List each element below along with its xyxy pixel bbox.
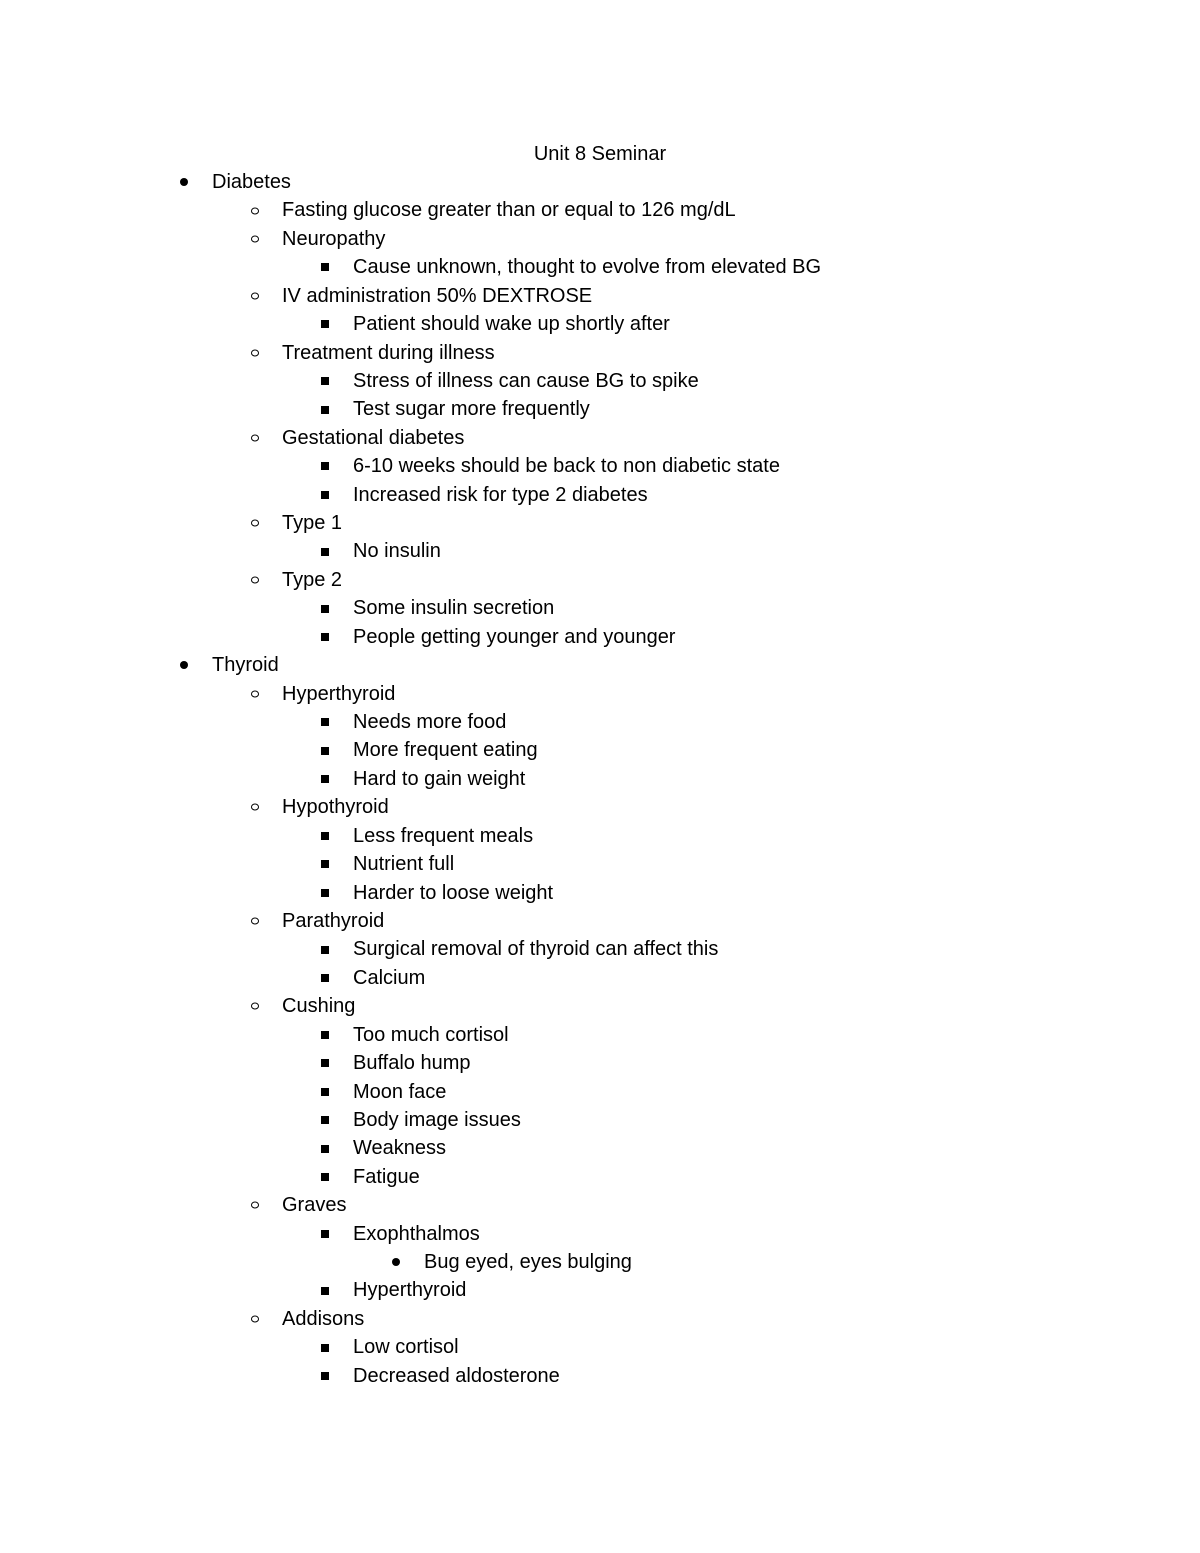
list-item [0,680,1200,708]
square-bullet-icon [315,452,335,480]
square-bullet-icon [315,310,335,338]
list-item-text: Graves [282,1194,347,1217]
list-item-text: Hypothyroid [282,796,389,819]
list-item [0,708,1200,736]
list-item-text: Exophthalmos [353,1222,480,1245]
list-item [0,1049,1200,1077]
list-item [0,1305,1200,1333]
list-item [0,424,1200,452]
list-item [0,168,1200,196]
list-item [0,594,1200,622]
list-item-text: Hard to gain weight [353,767,526,790]
square-bullet-icon [315,1163,335,1191]
list-item-text: Body image issues [353,1108,521,1131]
list-item-text: Fatigue [353,1165,420,1188]
list-item [0,964,1200,992]
circle-bullet-icon [245,1305,265,1333]
list-item-text: Fasting glucose greater than or equal to 126 mg/dL [282,199,736,222]
circle-bullet-icon [245,1191,265,1219]
list-item-text: Cause unknown, thought to evolve from elevated BG [353,256,822,279]
disc-bullet-icon [174,168,194,196]
square-bullet-icon [315,367,335,395]
list-item-text: No insulin [353,540,441,563]
square-bullet-icon [315,1021,335,1049]
square-bullet-icon [315,1134,335,1162]
circle-bullet-icon [245,424,265,452]
list-item-text: Moon face [353,1080,447,1103]
square-bullet-icon [315,395,335,423]
circle-bullet-icon [245,339,265,367]
square-bullet-icon [315,1106,335,1134]
list-item-text: Harder to loose weight [353,881,554,904]
list-item [0,1191,1200,1219]
list-item-text: Hyperthyroid [353,1279,467,1302]
list-item [0,822,1200,850]
circle-bullet-icon [245,196,265,224]
list-item-text: Neuropathy [282,227,386,250]
square-bullet-icon [315,708,335,736]
list-item [0,879,1200,907]
list-item-text: Surgical removal of thyroid can affect this [353,938,719,961]
document-title: Unit 8 Seminar [533,143,667,165]
list-item [0,196,1200,224]
list-item [0,1220,1200,1248]
square-bullet-icon [315,253,335,281]
list-item [0,651,1200,679]
list-item [0,1106,1200,1134]
list-item-text: Buffalo hump [353,1052,471,1075]
list-item-text: Patient should wake up shortly after [353,313,670,336]
list-item [0,850,1200,878]
list-item [0,509,1200,537]
list-item [0,1248,1200,1276]
list-item [0,310,1200,338]
list-item-text: Weakness [353,1137,447,1160]
list-item-text: Treatment during illness [282,341,495,364]
list-item-text: Low cortisol [353,1336,459,1359]
list-item [0,1276,1200,1304]
list-item [0,1021,1200,1049]
list-item-text: Some insulin secretion [353,597,555,620]
list-item [0,1078,1200,1106]
list-item-text: Calcium [353,966,426,989]
list-item-text: Too much cortisol [353,1023,509,1046]
square-bullet-icon [315,1362,335,1390]
list-item-text: Stress of illness can cause BG to spike [353,369,699,392]
list-item [0,623,1200,651]
list-item-text: More frequent eating [353,739,538,762]
square-bullet-icon [315,736,335,764]
circle-bullet-icon [245,509,265,537]
circle-bullet-icon [245,225,265,253]
square-bullet-icon [315,822,335,850]
list-item [0,537,1200,565]
list-item-text: Decreased aldosterone [353,1364,560,1387]
square-bullet-icon [315,1220,335,1248]
list-item [0,1163,1200,1191]
list-item [0,282,1200,310]
list-item [0,1362,1200,1390]
square-bullet-icon [315,537,335,565]
list-item [0,935,1200,963]
square-bullet-icon [315,594,335,622]
square-bullet-icon [315,481,335,509]
square-bullet-icon [315,964,335,992]
list-item-text: Diabetes [212,171,291,193]
list-item [0,736,1200,764]
bulleted-outline [0,168,1200,1390]
circle-bullet-icon [245,566,265,594]
list-item-text: Bug eyed, eyes bulging [424,1251,632,1274]
list-item [0,1333,1200,1361]
list-item [0,339,1200,367]
circle-bullet-icon [245,680,265,708]
square-bullet-icon [315,1276,335,1304]
list-item [0,481,1200,509]
square-bullet-icon [315,1333,335,1361]
square-bullet-icon [315,850,335,878]
list-item-text: Needs more food [353,711,507,734]
list-item [0,793,1200,821]
list-item [0,992,1200,1020]
list-item [0,566,1200,594]
list-item-text: Parathyroid [282,909,385,932]
square-bullet-icon [315,879,335,907]
list-item [0,253,1200,281]
list-item-text: Nutrient full [353,853,455,876]
list-item-text: Hyperthyroid [282,682,396,705]
list-item-text: Less frequent meals [353,824,534,847]
list-item [0,452,1200,480]
square-bullet-icon [315,765,335,793]
disc-bullet-icon [386,1248,406,1276]
list-item-text: Gestational diabetes [282,426,465,449]
list-item [0,1134,1200,1162]
list-item-text: Type 1 [282,512,343,535]
list-item-text: Addisons [282,1307,365,1330]
list-item [0,907,1200,935]
circle-bullet-icon [245,793,265,821]
list-item [0,395,1200,423]
list-item-text: People getting younger and younger [353,625,676,648]
list-item-text: Cushing [282,995,356,1018]
list-item [0,367,1200,395]
square-bullet-icon [315,1049,335,1077]
list-item-text: Type 2 [282,568,343,591]
circle-bullet-icon [245,907,265,935]
list-item-text: Thyroid [212,654,279,677]
square-bullet-icon [315,623,335,651]
list-item-text: 6-10 weeks should be back to non diabetic state [353,455,780,478]
square-bullet-icon [315,1078,335,1106]
square-bullet-icon [315,935,335,963]
list-item-text: Increased risk for type 2 diabetes [353,483,648,506]
circle-bullet-icon [245,992,265,1020]
list-item-text: IV administration 50% DEXTROSE [282,284,593,307]
list-item [0,765,1200,793]
disc-bullet-icon [174,651,194,679]
list-item-text: Test sugar more frequently [353,398,590,421]
list-item [0,225,1200,253]
circle-bullet-icon [245,282,265,310]
